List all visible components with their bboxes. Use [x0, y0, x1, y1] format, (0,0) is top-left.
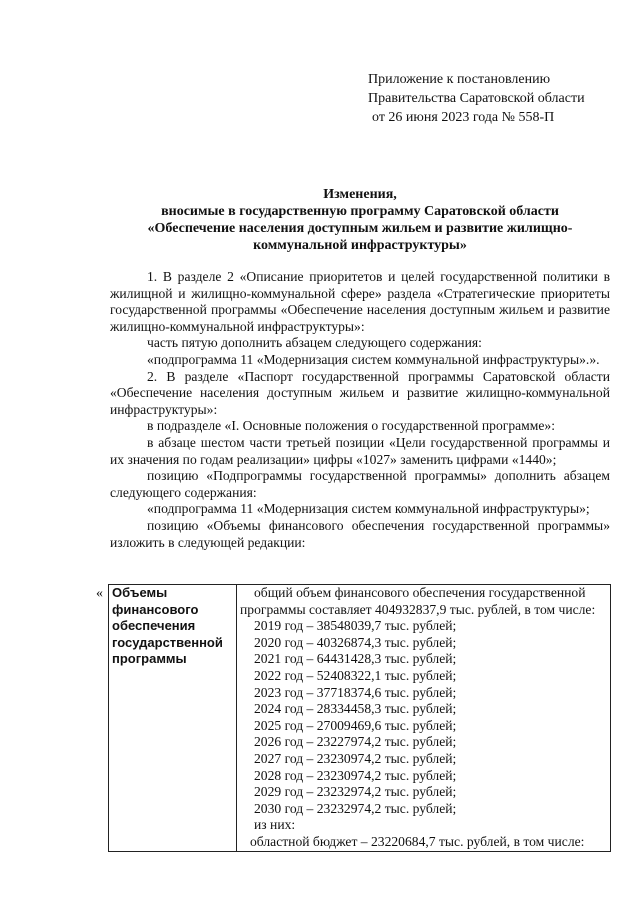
year-line: 2021 год – 64431428,3 тыс. рублей;	[254, 651, 457, 667]
paragraph-3: «подпрограмма 11 «Модернизация систем коммунальной инфраструктуры».».	[147, 351, 600, 367]
paragraph-1: 1. В разделе 2 «Описание приоритетов и целей государственной политики в жилищной и жилищно-коммунальной сфере» раздела «Стратегические приоритеты государственной программы «Обеспечение населения доступным жильем и развитие жилищно-коммунальной инфраструктуры»:	[110, 269, 610, 334]
financing-table	[108, 584, 611, 852]
attachment-header	[368, 70, 628, 127]
year-line: 2020 год – 40326874,3 тыс. рублей;	[254, 634, 457, 650]
year-line: 2028 год – 23230974,2 тыс. рублей;	[254, 767, 457, 783]
table-row	[109, 585, 611, 852]
year-line: 2019 год – 38548039,7 тыс. рублей;	[254, 618, 457, 634]
of-them-line: из них:	[254, 817, 296, 833]
year-line: 2027 год – 23230974,2 тыс. рублей;	[254, 750, 457, 766]
year-line: 2030 год – 23232974,2 тыс. рублей;	[254, 800, 457, 816]
paragraph-4: 2. В разделе «Паспорт государственной программы Саратовской области «Обеспечение населения доступным жильем и развитие жилищно-коммунальной инфраструктуры»:	[110, 368, 610, 417]
intro-line-2: программы составляет 404932837,9 тыс. рублей, в том числе:	[240, 601, 596, 617]
year-line: 2024 год – 28334458,3 тыс. рублей;	[254, 701, 457, 717]
document-body	[110, 269, 610, 551]
title-line-3: «Обеспечение населения доступным жильем и развитие жилищно-	[147, 221, 573, 236]
title-line-4: коммунальной инфраструктуры»	[253, 238, 467, 253]
document-title	[110, 186, 610, 254]
header-line-1: Приложение к постановлению	[368, 72, 551, 87]
header-line-3: от 26 июня 2023 года № 558-П	[372, 110, 555, 125]
year-line: 2029 год – 23232974,2 тыс. рублей;	[254, 784, 457, 800]
table-content-cell	[237, 585, 611, 852]
title-line-1: Изменения,	[323, 187, 397, 202]
paragraph-8: «подпрограмма 11 «Модернизация систем коммунальной инфраструктуры»;	[147, 501, 590, 517]
header-line-2: Правительства Саратовской области	[368, 91, 585, 106]
paragraph-7: позицию «Подпрограммы государственной программы» дополнить абзацем следующего содержания:	[110, 468, 610, 500]
year-line: 2022 год – 52408322,1 тыс. рублей;	[254, 667, 457, 683]
year-line: 2026 год – 23227974,2 тыс. рублей;	[254, 734, 457, 750]
year-line: 2023 год – 37718374,6 тыс. рублей;	[254, 684, 457, 700]
year-line: 2025 год – 27009469,6 тыс. рублей;	[254, 717, 457, 733]
regional-budget-line: областной бюджет – 23220684,7 тыс. рублей, в том числе:	[250, 833, 585, 849]
opening-quote: «	[96, 586, 103, 601]
intro-line-1: общий объем финансового обеспечения государственной	[254, 585, 586, 600]
paragraph-2: часть пятую дополнить абзацем следующего содержания:	[147, 335, 482, 351]
paragraph-9: позицию «Объемы финансового обеспечения государственной программы» изложить в следующей редакции:	[110, 517, 610, 550]
paragraph-6: в абзаце шестом части третьей позиции «Цели государственной программы и их значения по годам реализации» цифры «1027» заменить цифрами «1440»;	[110, 434, 610, 467]
paragraph-5: в подразделе «I. Основные положения о государственной программе»:	[147, 418, 555, 434]
table-label-cell: Объемы финансового обеспечения государственной программы	[109, 585, 237, 852]
title-line-2: вносимые в государственную программу Саратовской области	[161, 204, 559, 219]
